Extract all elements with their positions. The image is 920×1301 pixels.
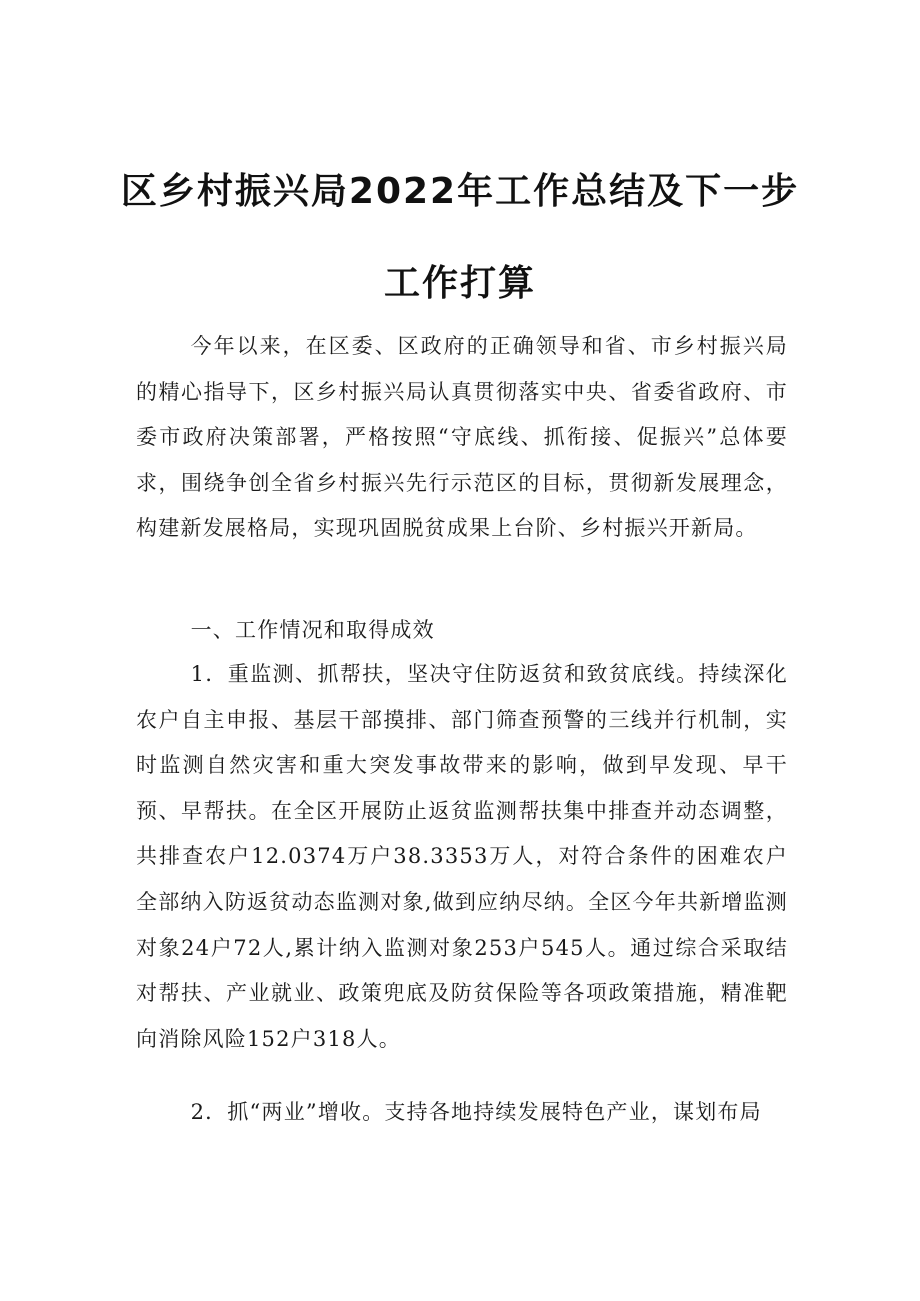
document-title-line-2: 工作打算 <box>383 263 536 304</box>
item-2-paragraph-block <box>136 1090 788 1136</box>
document-title-line-1: 区乡村振兴局2022年工作总结及下一步 <box>120 171 800 212</box>
section-heading-1: 一、工作情况和取得成效 <box>190 618 435 642</box>
intro-paragraph-block <box>136 324 788 552</box>
section-heading-block <box>136 608 788 654</box>
item-1-paragraph: 1．重监测、抓帮扶，坚决守住防返贫和致贫底线。持续深化农户自主申报、基层干部摸排、部门筛查预警的三线并行机制，实时监测自然灾害和重大突发事故带来的影响，做到早发现、早干预、早帮扶。在全区开展防止返贫监测帮扶集中排查并动态调整，共排查农户12.0374万户38.3353万人，对符合条件的困难农户全部纳入防返贫动态监测对象,做到应纳尽纳。全区今年共新增监测对象24户72人,累计纳入监测对象253户545人。通过综合采取结对帮扶、产业就业、政策兜底及防贫保险等各项政策措施，精准靶向消除风险152户318人。 <box>136 662 788 1051</box>
intro-paragraph: 今年以来，在区委、区政府的正确领导和省、市乡村振兴局的精心指导下，区乡村振兴局认真贯彻落实中央、省委省政府、市委市政府决策部署，严格按照“守底线、抓衔接、促振兴”总体要求，围绕争创全省乡村振兴先行示范区的目标，贯彻新发展理念，构建新发展格局，实现巩固脱贫成果上台阶、乡村振兴开新局。 <box>136 334 788 541</box>
item-2-paragraph: 2．抓“两业”增收。支持各地持续发展特色产业，谋划布局 <box>190 1100 762 1124</box>
item-1-paragraph-block <box>136 652 788 1062</box>
